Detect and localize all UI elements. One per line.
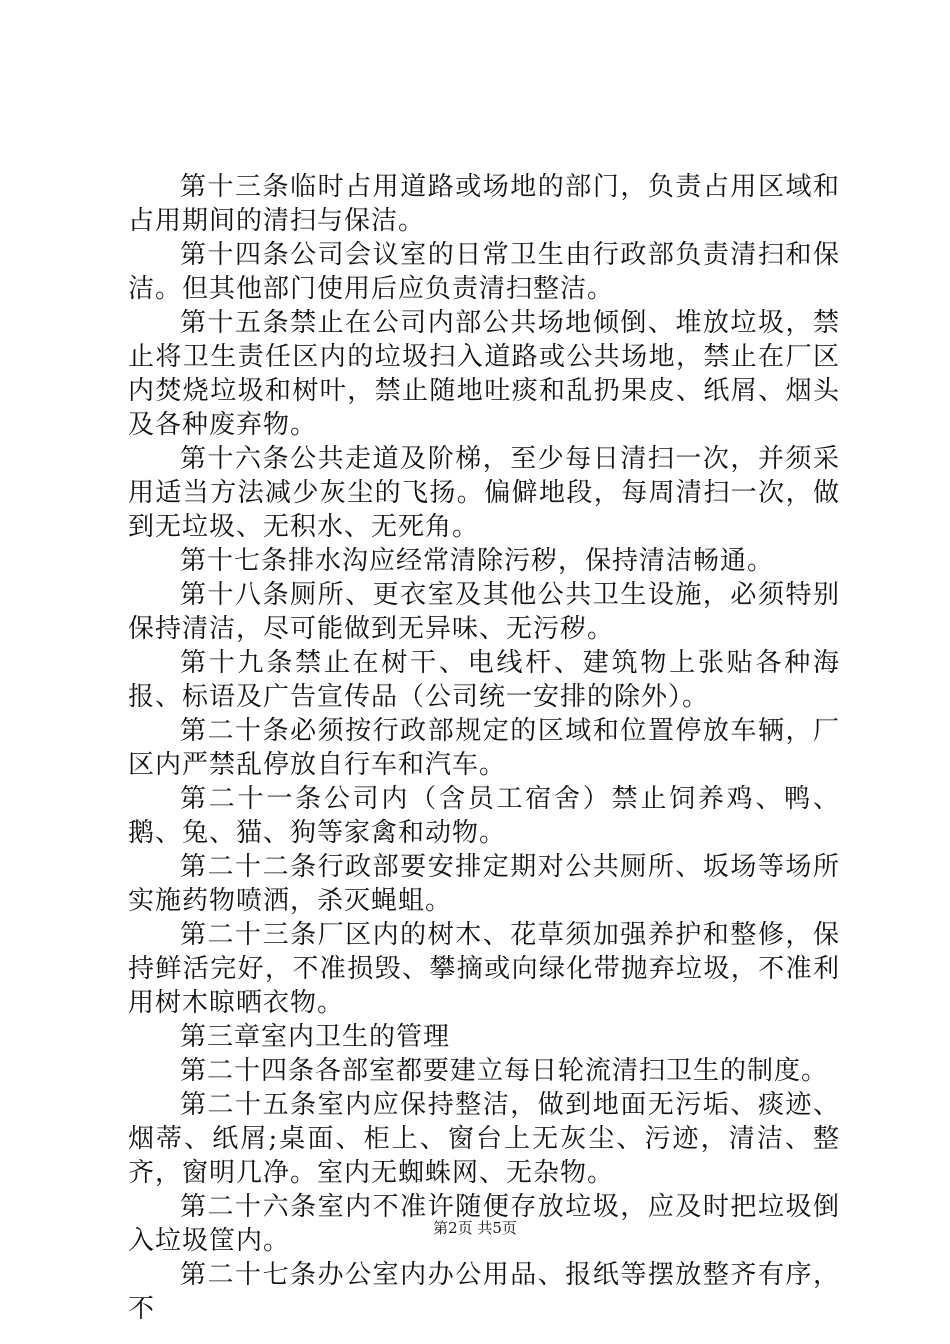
paragraph-13: 第十三条临时占用道路或场地的部门，负责占用区域和占用期间的清扫与保洁。 [128,172,840,236]
chapter-3-heading: 第三章室内卫生的管理 [180,1022,451,1052]
paragraph-18: 第十八条厕所、更衣室及其他公共卫生设施，必须特别保持清洁，尽可能做到无异味、无污秽。 [128,580,840,644]
paragraph-26: 第二十六条室内不准许随便存放垃圾，应及时把垃圾倒入垃圾筐内。 [128,1192,840,1256]
document-body [128,170,840,1326]
paragraph-17: 第十七条排水沟应经常清除污秽，保持清洁畅通。 [180,546,775,576]
paragraph-20: 第二十条必须按行政部规定的区域和位置停放车辆，厂区内严禁乱停放自行车和汽车。 [128,716,840,780]
paragraph-19: 第十九条禁止在树干、电线杆、建筑物上张贴各种海报、标语及广告宣传品（公司统一安排的除外）。 [128,648,840,712]
paragraph-14: 第十四条公司会议室的日常卫生由行政部负责清扫和保洁。但其他部门使用后应负责清扫整洁。 [128,240,840,304]
paragraph-15: 第十五条禁止在公司内部公共场地倾倒、堆放垃圾，禁止将卫生责任区内的垃圾扫入道路或公共场地，禁止在厂区内焚烧垃圾和树叶，禁止随地吐痰和乱扔果皮、纸屑、烟头及各种废弃物。 [128,308,840,440]
paragraph-27: 第二十七条办公室内办公用品、报纸等摆放整齐有序，不 [128,1260,840,1324]
paragraph-16: 第十六条公共走道及阶梯，至少每日清扫一次，并须采用适当方法减少灰尘的飞扬。偏僻地段，每周清扫一次，做到无垃圾、无积水、无死角。 [128,444,840,542]
paragraph-24: 第二十四条各部室都要建立每日轮流清扫卫生的制度。 [180,1056,829,1086]
paragraph-23: 第二十三条厂区内的树木、花草须加强养护和整修，保持鲜活完好，不准损毁、攀摘或向绿化带抛弃垃圾，不准利用树木晾晒衣物。 [128,920,840,1018]
page-footer: 第2页 共5页 [433,1219,517,1237]
paragraph-25: 第二十五条室内应保持整洁，做到地面无污垢、痰迹、烟蒂、纸屑;桌面、柜上、窗台上无灰尘、污迹，清洁、整齐，窗明几净。室内无蜘蛛网、无杂物。 [128,1090,840,1188]
paragraph-21: 第二十一条公司内（含员工宿舍）禁止饲养鸡、鸭、鹅、兔、猫、狗等家禽和动物。 [128,784,840,848]
paragraph-22: 第二十二条行政部要安排定期对公共厕所、坂场等场所实施药物喷洒，杀灭蝇蛆。 [128,852,840,916]
